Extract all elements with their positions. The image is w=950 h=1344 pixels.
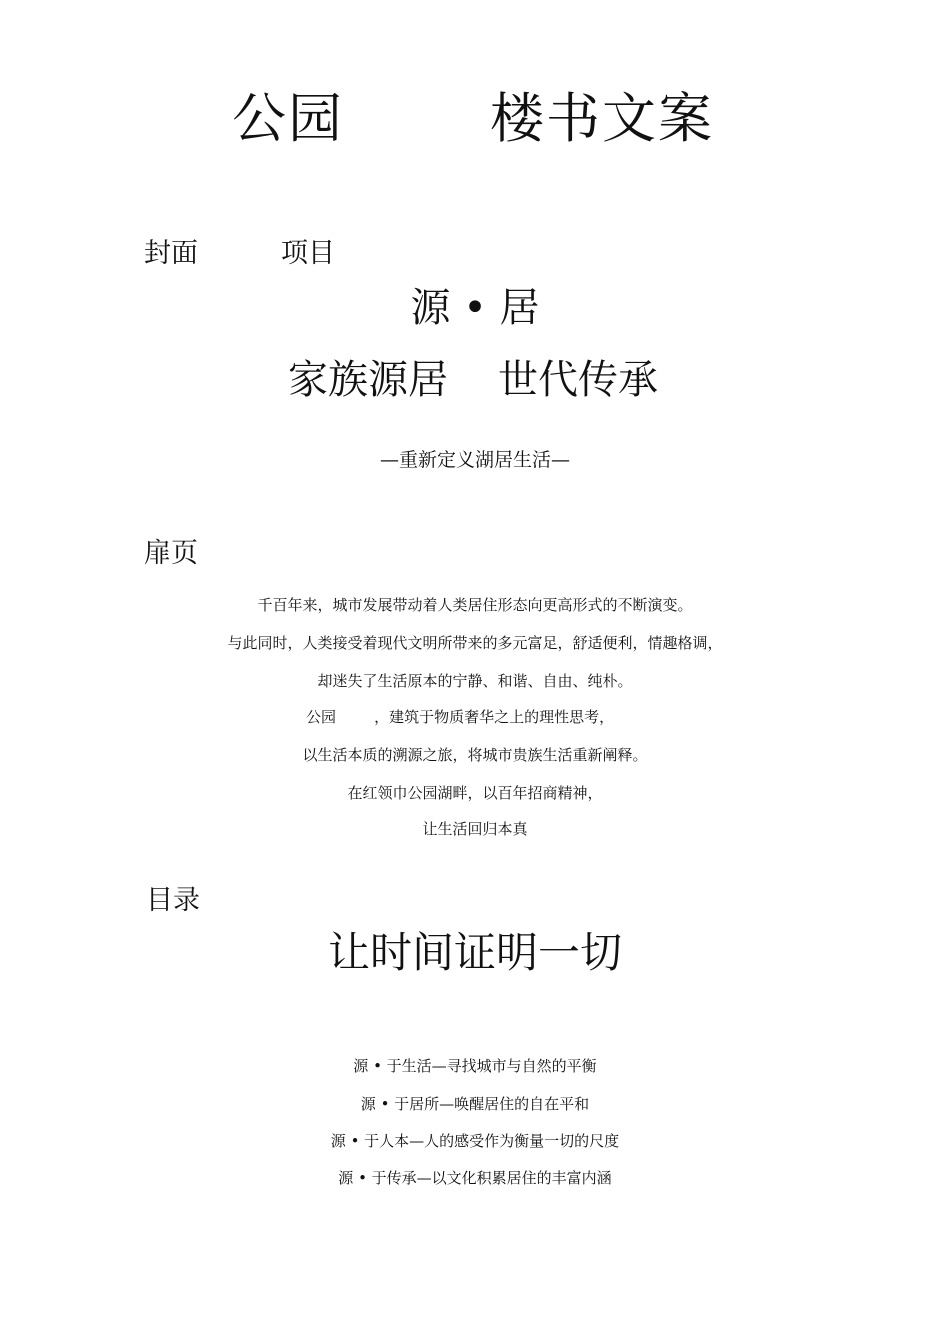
flyleaf-line: 却迷失了生活原本的宁静、和谐、自由、纯朴。	[317, 672, 633, 690]
slogan-part-1: 家族源居	[288, 357, 448, 403]
brand-name: 源 • 居	[410, 285, 540, 331]
document-title-part-1: 公园	[232, 87, 344, 150]
flyleaf-line: 与此同时，人类接受着现代文明所带来的多元富足，舒适便利，情趣格调，	[227, 634, 723, 652]
flyleaf-line: 在红领巾公园湖畔，以百年招商精神，	[347, 784, 603, 802]
flyleaf-line: 让生活回归本真	[422, 820, 528, 838]
flyleaf-line: 千百年来，城市发展带动着人类居住形态向更高形式的不断演变。	[257, 596, 693, 614]
toc-section-label: 目录	[146, 885, 200, 916]
toc-item: 源 • 于生活—寻找城市与自然的平衡	[353, 1057, 597, 1075]
flyleaf-line: 以生活本质的溯源之旅，将城市贵族生活重新阐释。	[302, 746, 648, 764]
slogan-part-2: 世代传承	[498, 357, 658, 403]
flyleaf-section-label: 扉页	[144, 538, 198, 569]
toc-headline: 让时间证明一切	[327, 928, 622, 977]
cover-project-label: 项目	[281, 238, 335, 269]
toc-item: 源 • 于居所—唤醒居住的自在平和	[360, 1095, 590, 1113]
tagline: —重新定义湖居生活—	[379, 449, 570, 471]
toc-item: 源 • 于人本—人的感受作为衡量一切的尺度	[330, 1132, 620, 1150]
flyleaf-line: 公园 ，建筑于物质奢华之上的理性思考，	[306, 708, 615, 726]
document-title-part-2: 楼书文案	[490, 87, 714, 150]
toc-item: 源 • 于传承—以文化积累居住的丰富内涵	[338, 1169, 612, 1187]
cover-section-label: 封面	[144, 238, 198, 269]
